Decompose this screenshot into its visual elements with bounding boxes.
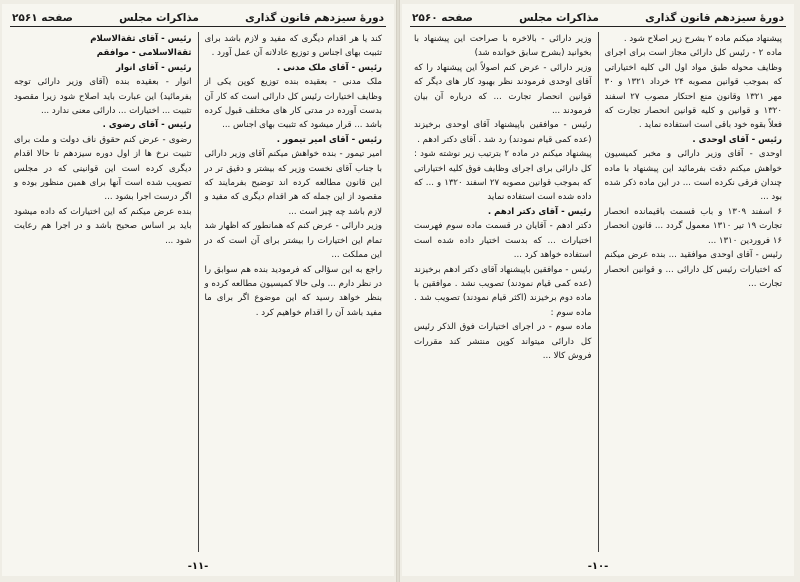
paragraph: بنده عرض میکنم که این اختیارات که داده میشود باید بر اساس صحیح باشد و در اجرا هم رعایت شود ... <box>14 206 192 246</box>
right-header-title: دورهٔ سیزدهم قانون گذاری <box>645 12 784 24</box>
paragraph: وزیر دارائی - عرض کنم اصولاً این پیشنهاد را که آقای اوحدی فرمودند نظر بهبود کار های دیگر که قوانین انحصار تجارت ... که درباره آن بیان فرمودند ... <box>414 62 592 117</box>
column-divider <box>598 32 599 552</box>
paragraph: ماده سوم - در اجرای اختیارات فوق الذکر رئیس کل دارائی میتواند کوپن منتشر کند مقررات فروش کالا ... <box>414 322 592 361</box>
paragraph: رئیس - موافقین باپیشنهاد آقای دکتر ادهم برخیزند (عده کمی قیام نمودند) تصویب نشد . موافقین با ماده دوم برخیزند (اکثر قیام نمودند) تصویب شد . ماده سوم : <box>414 264 592 318</box>
column-divider <box>198 32 199 552</box>
left-header-page: صفحه ۲۵۶۱ <box>12 12 73 24</box>
speaker-line: رئیس - آقای ثقةالاسلام <box>90 34 192 44</box>
right-page-header <box>410 8 786 27</box>
paragraph: رئیس - موافقین باپیشنهاد آقای اوحدی برخیزند (عده کمی قیام نمودند) رد شد . آقای دکتر ادهم . <box>414 120 592 145</box>
left-header-center: مذاکرات مجلس <box>119 12 199 24</box>
paragraph: ملک مدنی - بعقیده بنده توزیع کوپن یکی از وظایف اختیارات رئیس کل دارائی است که کار آن بدست آورده در مدتی کار های مختلف قبول کرده باشد ... قرار میشود که تثبیت بهای اجناس ... <box>204 77 382 131</box>
paragraph: پیشنهاد میکنم در ماده ۲ بترتیب زیر نوشته شود : کل دارائی برای اجرای وظایف فوق کلیه اختیاراتی که بموجب قوانین مصوبه ۲۷ اسفند ۱۳۲۰ و ... که داده شده است استفاده نماید <box>414 149 592 203</box>
left-page-column-left <box>10 32 196 552</box>
right-page <box>402 4 794 576</box>
speaker-line: رئیس - آقای دکتر ادهم . <box>487 206 592 217</box>
speaker-line: رئیس - آقای اوحدی . <box>692 134 782 145</box>
speaker-line: رئیس - آقای رضوی . <box>102 120 192 131</box>
paragraph: وزیر دارائی - عرض کنم که همانطور که اظهار شد تمام این اختیارات را بیشتر برای آن است که در این مملکت ... <box>204 221 382 261</box>
paragraph: انوار - بعقیده بنده (آقای وزیر دارائی توجه بفرمائید) این عبارت باید اصلاح شود زیرا مقصود تثبیت ... اختیارات ... دارائی معنی ندارد ... <box>14 77 192 117</box>
left-page-header <box>10 8 386 27</box>
book-gutter <box>396 0 400 582</box>
left-page-column-right <box>201 32 387 552</box>
right-header-page: صفحه ۲۵۶۰ <box>412 12 473 24</box>
right-page-columns <box>410 32 786 552</box>
left-page <box>2 4 394 576</box>
paragraph: پیشنهاد میکنم ماده ۲ بشرح زیر اصلاح شود . <box>623 34 782 44</box>
paragraph: رضوی - عرض کنم حقوق ناف دولت و ملت برای تثبیت نرخ ها از اول دوره سیزدهم تا حالا اقدام دیگری کرده است این قوانینی که در مجلس تصویب شده است آنها برای همین منظور بوده و اگر درست اجرا بشود ... <box>14 134 192 203</box>
paragraph: راجع به این سؤالی که فرمودید بنده هم سوابق را در نظر دارم ... ولی حالا کمیسیون مطالعه کرده و بنظر خواهد رسید که این موضوع اگر برای ما مفید باشد آن را اقدام خواهیم کرد . <box>204 264 382 318</box>
speaker-line: رئیس - آقای ملک مدنی . <box>276 62 382 73</box>
right-page-column-right <box>601 32 787 552</box>
paragraph: اوحدی - آقای وزیر دارائی و مخبر کمیسیون خواهش میکنم دقت بفرمائید این پیشنهاد با ماده چندان فرقی نکرده است ... در این ماده ذکر شده بود ... <box>604 149 782 203</box>
paragraph: کند یا هر اقدام دیگری که مفید و لازم باشد برای تثبیت بهای اجناس و توزیع عادلانه آن عمل آورد . <box>204 34 382 59</box>
paragraph: ماده ۲ - رئیس کل دارائی مجاز است برای اجرای وظایف محوله طبق مواد اول الی کلیه اختیاراتی که بموجب قوانین مصوبه ۲۴ خرداد ۱۳۲۱ و ۳۰ مهر ۱۳۲۱ وقانون منع احتکار مصوب ۲۷ اسفند ۱۳۲۰ و قوانین و کلیه قوانین انحصار تجارت که فعلاً بقوه خود باقی است استفاده نماید . <box>604 48 782 131</box>
right-header-center: مذاکرات مجلس <box>519 12 599 24</box>
right-page-number: -۱۰- <box>587 561 609 572</box>
paragraph: امیر تیمور - بنده خواهش میکنم آقای وزیر دارائی با جناب آقای نخست وزیر که بیشتر و دقیق تر در این قانون مطالعه کرده اند توضیح بفرمایند که مقصود از این جمله که هر اقدام دیگری که مفید و لازم باشد چه چیز است ... <box>204 149 382 217</box>
speaker-line: ثقةالاسلامی - موافقم <box>96 48 192 59</box>
left-page-number: -۱۱- <box>187 561 209 572</box>
paragraph: ۶ اسفند ۱۳۰۹ و باب قسمت باقیمانده انحصار تجارت ۱۹ تیر ۱۳۱۰ معمول گردد ... قانون انحصار ۱۶ فروردین ۱۳۱۰ ... <box>604 206 782 246</box>
right-page-column-left <box>410 32 596 552</box>
paragraph: دکتر ادهم - آقایان در قسمت ماده سوم فهرست اختیارات ... که بدست اختیار داده شده است استفاده خواهد کرد ... <box>414 221 592 261</box>
paragraph: رئیس - آقای اوحدی موافقید ... بنده عرض میکنم که اختیارات رئیس کل دارائی ... و قوانین انحصار تجارت ... <box>604 250 782 289</box>
left-page-columns <box>10 32 386 552</box>
speaker-line: رئیس - آقای امیر تیمور . <box>276 134 382 145</box>
speaker-line: رئیس - آقای انوار <box>115 62 192 73</box>
paragraph: وزیر دارائی - بالاخره با صراحت این پیشنهاد با بخوانید (بشرح سابق خوانده شد) <box>414 34 592 59</box>
left-header-title: دورهٔ سیزدهم قانون گذاری <box>245 12 384 24</box>
